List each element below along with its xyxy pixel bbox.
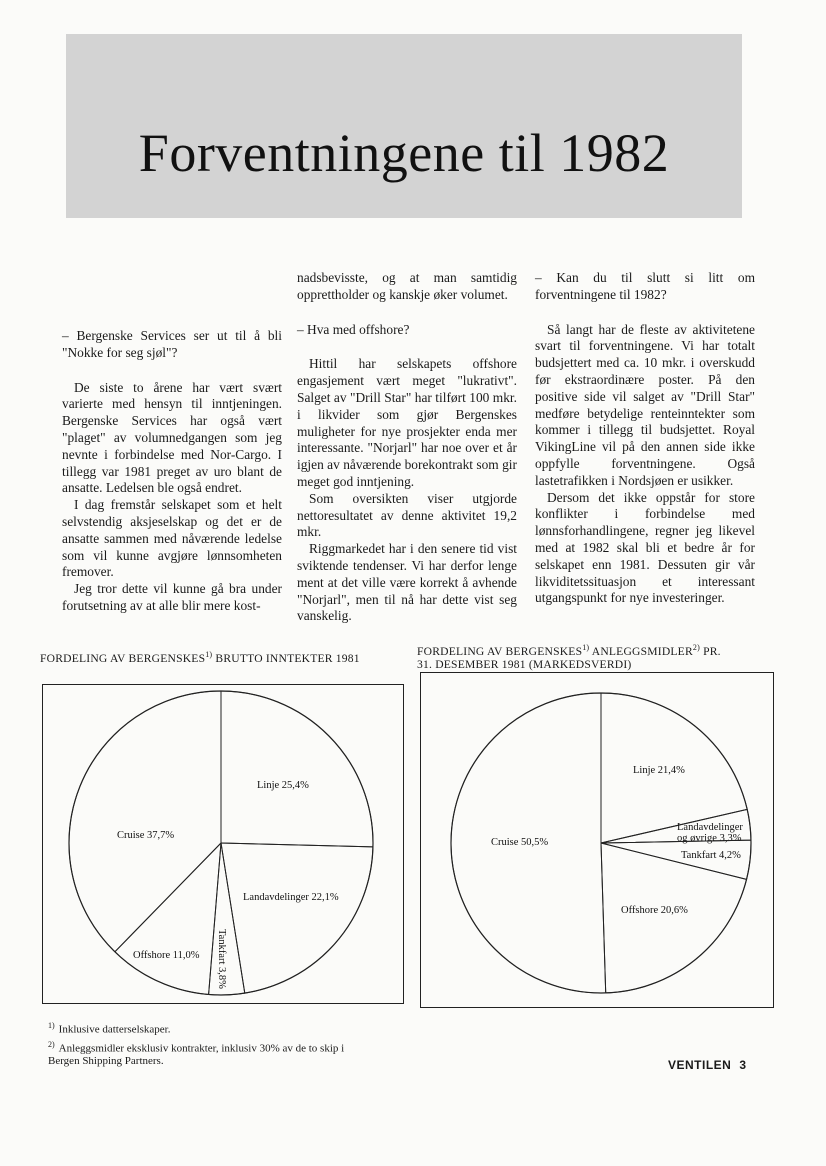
slice-label-2: Tankfart 4,2% xyxy=(681,850,741,861)
chart-1-title: FORDELING AV BERGENSKES$^{1)}$ BRUTTO INNTEKTER 1981 xyxy=(40,650,360,665)
body-paragraph: Som oversikten viser utgjorde nettoresultatet av denne aktivitet 19,2 mkr. xyxy=(297,490,517,540)
slice-label-0: Linje 21,4% xyxy=(633,765,685,776)
text-column-3 xyxy=(535,270,755,607)
page-title: Forventningene til 1982 xyxy=(138,123,670,183)
pie-slice-3 xyxy=(115,843,221,994)
slice-label-3: Offshore 20,6% xyxy=(621,905,688,916)
page-number: 3 xyxy=(739,1058,747,1072)
slice-label-4: Cruise 50,5% xyxy=(491,837,549,848)
pie-chart-1 xyxy=(43,685,403,1003)
pie-slice-4 xyxy=(69,691,221,952)
pie-slice-0 xyxy=(221,691,373,847)
slice-label-2: Tankfart 3,8% xyxy=(216,929,227,989)
footnote-1: $^{1)}$ Inklusive datterselskaper. xyxy=(48,1021,171,1036)
body-paragraph: De siste to årene har vært svært varierte med hensyn til inntjeningen. Bergenske Services har også vært "plaget" av volumnedgangen som jeg nevnte i forbindelse med Nor-Cargo. I tillegg var 1981 preget av uro blant de ansatte. Ledelsen ble også endret. xyxy=(62,379,282,496)
title-banner xyxy=(66,34,742,218)
text-column-1 xyxy=(62,328,282,615)
page-footer xyxy=(668,1058,747,1072)
footnote-2: $^{2)}$ Anleggsmidler eksklusiv kontrakter, inklusiv 30% av de to skip i Bergen Shipping Partners. xyxy=(48,1040,345,1068)
chart-2-frame xyxy=(420,672,774,1008)
body-paragraph: I dag fremstår selskapet som et helt selvstendig aksjeselskap og det er de ansatte sammen med nåværende ledelse som vil kunne avgjøre lønnsomheten fremover. xyxy=(62,497,282,580)
pie-chart-2 xyxy=(421,673,773,1007)
body-paragraph: Dersom det ikke oppstår for store konflikter i forbindelse med lønnsforhandlingene, regner jeg likevel med at 1982 skal bli et bedre år for selskapet enn 1981. Dessuten gir vår likviditetssituasjon et interessant utgangspunkt for nye investeringer. xyxy=(535,489,755,606)
question-paragraph: – Kan du til slutt si litt om forventningene til 1982? xyxy=(535,270,755,302)
body-paragraph: Så langt har de fleste av aktivitetene svart til forventningene. Vi har totalt budsjettert med ca. 10 mkr. i overskudd før ekstraordinære poster. På den positive side vil salget av "Drill Star" medføre betydelige renteinntekter som kommer i tillegg til budsjettet. Royal VikingLine vil på den annen side ikke oppfylle forventningene. Også lastetrafikken i Nordsjøen er usikker. xyxy=(535,321,755,488)
pie-slice-3 xyxy=(601,843,747,993)
chart-1-frame xyxy=(42,684,404,1004)
footnotes xyxy=(48,1020,378,1071)
magazine-name: VENTILEN xyxy=(668,1058,732,1072)
slice-label-4: Cruise 37,7% xyxy=(117,830,175,841)
text-column-2 xyxy=(297,270,517,625)
slice-label-1: Landavdelinger og øvrige 3,3% xyxy=(677,822,743,844)
chart-2-title: FORDELING AV BERGENSKES$^{1)}$ ANLEGGSMIDLER$^{2)}$ PR. 31. DESEMBER 1981 (MARKEDSVERDI) xyxy=(417,643,721,671)
body-paragraph: Riggmarkedet har i den senere tid vist sviktende tendenser. Vi har derfor lenge ment at det ville være korrekt å avhende "Norjarl", men til nå har dette vist seg vanskelig. xyxy=(297,541,517,624)
question-paragraph: nadsbevisste, og at man samtidig opprettholder og kanskje øker volumet. xyxy=(297,270,517,302)
pie-slice-1 xyxy=(221,843,373,993)
body-paragraph: Hittil har selskapets offshore engasjement vært meget "lukrativt". Salget av "Drill Star" har tilført 100 mkr. i likvider som gjør Bergenskes muligheter for nye prosjekter enda mer interessante. "Norjarl" har noe over et år igjen av nåværende borekontrakt som gir meget god inntjening. xyxy=(297,356,517,489)
body-paragraph: Jeg tror dette vil kunne gå bra under forutsetning av at alle blir mere kost- xyxy=(62,581,282,613)
slice-label-3: Offshore 11,0% xyxy=(133,950,200,961)
slice-label-1: Landavdelinger 22,1% xyxy=(243,892,339,903)
slice-label-0: Linje 25,4% xyxy=(257,780,309,791)
question-paragraph: – Bergenske Services ser ut til å bli "Nokke for seg sjøl"? xyxy=(62,328,282,360)
question-paragraph: – Hva med offshore? xyxy=(297,321,410,337)
